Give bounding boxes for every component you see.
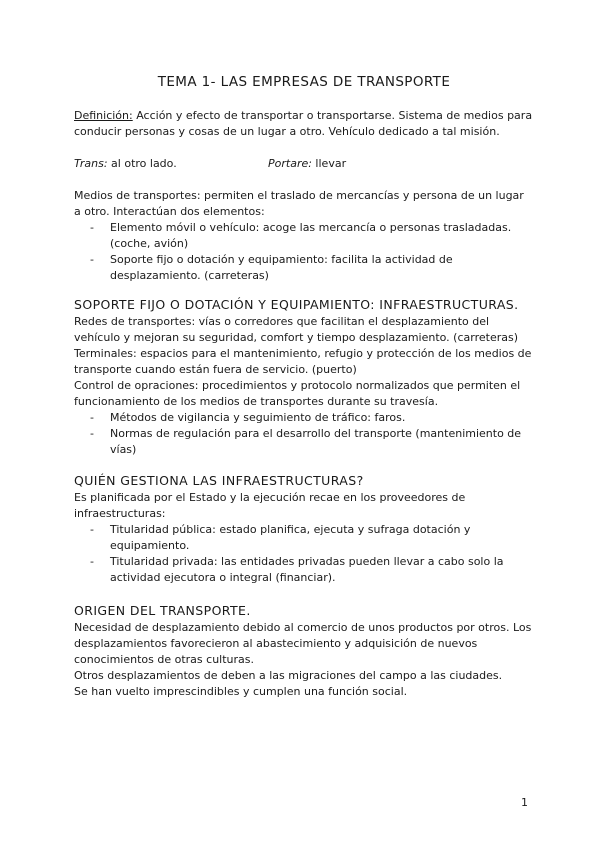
- dash-bullet: -: [90, 221, 94, 234]
- soporte-paragraph-3: Control de opraciones: procedimientos y protocolo normalizados que permiten el funcionamiento de los medios de transportes durante su travesía.: [74, 379, 521, 408]
- origen-section: [74, 602, 534, 700]
- medios-list: [74, 220, 534, 284]
- list-item: - Titularidad privada: las entidades privadas pueden llevar a cabo solo la actividad ejecutora o integral (financiar).: [90, 555, 504, 584]
- list-item: - Titularidad pública: estado planifica, ejecuta y sufraga dotación y equipamiento.: [90, 523, 471, 552]
- definition-text: Acción y efecto de transportar o transportarse. Sistema de medios para conducir personas y cosas de un lugar a otro. Vehículo dedicado a tal misión.: [74, 109, 533, 138]
- gestion-paragraph: Es planificada por el Estado y la ejecución recae en los proveedores de infraestructuras:: [74, 491, 466, 520]
- list-item: - Elemento móvil o vehículo: acoge las mercancía o personas trasladadas. (coche, avión): [90, 221, 512, 250]
- dash-bullet: -: [90, 427, 94, 440]
- origen-paragraph-1: Necesidad de desplazamiento debido al comercio de unos productos por otros. Los desplazamientos favorecieron al abastecimiento y adquisición de nuevos conocimientos de otras culturas.: [74, 621, 532, 666]
- soporte-paragraph-1: Redes de transportes: vías o corredores que facilitan el desplazamiento del vehículo y mejoran su seguridad, comfort y tiempo desplazamiento. (carreteras): [74, 315, 518, 344]
- etymology-row: [74, 156, 534, 172]
- definition-label: Definición:: [74, 109, 133, 122]
- soporte-paragraph-2: Terminales: espacios para el mantenimiento, refugio y protección de los medios de transporte cuando están fuera de servicio. (puerto): [74, 347, 532, 376]
- soporte-heading: SOPORTE FIJO O DOTACIÓN Y EQUIPAMIENTO: INFRAESTRUCTURAS.: [74, 297, 519, 312]
- page-title: TEMA 1- LAS EMPRESAS DE TRANSPORTE: [157, 74, 451, 90]
- portare-text: llevar: [311, 157, 347, 170]
- list-item: - Soporte fijo o dotación y equipamiento: facilita la actividad de desplazamiento. (carreteras): [90, 253, 453, 282]
- list-item: - Normas de regulación para el desarrollo del transporte (mantenimiento de vías): [90, 427, 522, 456]
- page-number: 1: [521, 796, 528, 809]
- dash-bullet: -: [90, 411, 94, 424]
- origen-paragraph-2: Otros desplazamientos de deben a las migraciones del campo a las ciudades.: [74, 669, 503, 682]
- trans-text: al otro lado.: [107, 157, 177, 170]
- origen-paragraph-3: Se han vuelto imprescindibles y cumplen una función social.: [74, 685, 408, 698]
- dash-bullet: -: [90, 523, 94, 536]
- medios-intro: Medios de transportes: permiten el traslado de mercancías y persona de un lugar a otro. Interactúan dos elementos:: [74, 189, 524, 218]
- gestion-heading: QUIÉN GESTIONA LAS INFRAESTRUCTURAS?: [74, 473, 364, 488]
- list-item: - Métodos de vigilancia y seguimiento de tráfico: faros.: [90, 411, 406, 424]
- medios-section: [74, 188, 534, 284]
- gestion-section: [74, 472, 534, 586]
- gestion-list: [74, 522, 534, 586]
- trans-label: Trans:: [74, 157, 108, 170]
- soporte-section: [74, 296, 534, 458]
- soporte-list: [74, 410, 534, 458]
- portare-label: Portare:: [268, 157, 312, 170]
- origen-heading: ORIGEN DEL TRANSPORTE.: [74, 603, 251, 618]
- dash-bullet: -: [90, 555, 94, 568]
- dash-bullet: -: [90, 253, 94, 266]
- definition-paragraph: [74, 108, 534, 140]
